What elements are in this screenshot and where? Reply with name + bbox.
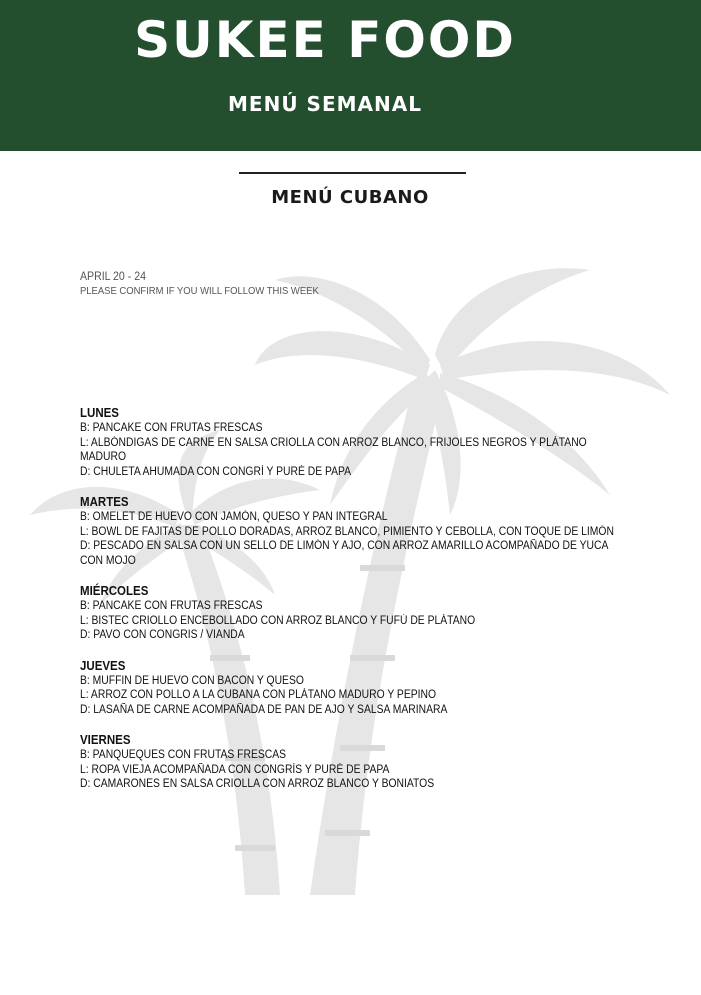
lunch-item: L: BOWL DE FAJITAS DE POLLO DORADAS, ARROZ BLANCO, PIMIENTO Y CEBOLLA, CON TOQUE DE LIMÓN (80, 525, 614, 538)
day-viernes (80, 733, 690, 792)
lunch-item: L: BISTEC CRIOLLO ENCEBOLLADO CON ARROZ BLANCO Y FUFÚ DE PLÁTANO (80, 614, 476, 627)
day-name: JUEVES (80, 658, 126, 673)
dinner-item: D: CAMARONES EN SALSA CRIOLLA CON ARROZ BLANCO Y BONIATOS (80, 778, 435, 790)
lunch-item: L: ROPA VIEJA ACOMPAÑADA CON CONGRÍS Y PURÉ DE PAPA (80, 763, 390, 776)
day-name: MARTES (80, 495, 129, 509)
dinner-item: D: LASAÑA DE CARNE ACOMPAÑADA DE PAN DE AJO Y SALSA MARINARA (80, 703, 448, 716)
menu-subtitle: MENÚ SEMANAL (228, 92, 422, 116)
breakfast-item: B: PANCAKE CON FRUTAS FRESCAS (80, 422, 263, 434)
day-name: VIERNES (80, 733, 131, 747)
breakfast-item: B: PANCAKE CON FRUTAS FRESCAS (80, 600, 263, 612)
lunch-item: L: ALBÓNDIGAS DE CARNE EN SALSA CRIOLLA CON ARROZ BLANCO, FRIJOLES NEGROS Y PLÁTANO MADURO (80, 436, 587, 463)
dinner-item: D: PAVO CON CONGRIS / VIANDA (80, 629, 245, 641)
breakfast-item: B: OMELET DE HUEVO CON JAMÓN, QUESO Y PAN INTEGRAL (80, 511, 388, 523)
dinner-item: D: CHULETA AHUMADA CON CONGRÍ Y PURÉ DE PAPA (80, 465, 352, 478)
header-banner (0, 0, 701, 151)
day-martes (80, 495, 690, 568)
breakfast-item: B: PANQUEQUES CON FRUTAS FRESCAS (80, 749, 287, 761)
day-lunes (80, 406, 690, 479)
brand-title: SUKEE FOOD (134, 11, 516, 69)
title-divider (239, 172, 466, 174)
breakfast-item: B: MUFFIN DE HUEVO CON BACON Y QUESO (80, 674, 304, 687)
day-miercoles (80, 584, 690, 643)
weekly-menu (80, 406, 690, 808)
lunch-item: L: ARROZ CON POLLO A LA CUBANA CON PLÁTANO MADURO Y PEPINO (80, 689, 437, 701)
day-name: MIÉRCOLES (80, 584, 149, 598)
week-dates: APRIL 20 - 24 (80, 269, 146, 283)
day-name: LUNES (80, 406, 119, 420)
dinner-item: D: PESCADO EN SALSA CON UN SELLO DE LIMÓN Y AJO, CON ARROZ AMARILLO ACOMPAÑADO DE YUCA CON MOJO (80, 540, 608, 567)
day-jueves (80, 659, 690, 718)
menu-title: MENÚ CUBANO (271, 187, 429, 208)
confirm-note: PLEASE CONFIRM IF YOU WILL FOLLOW THIS WEEK (80, 285, 319, 297)
